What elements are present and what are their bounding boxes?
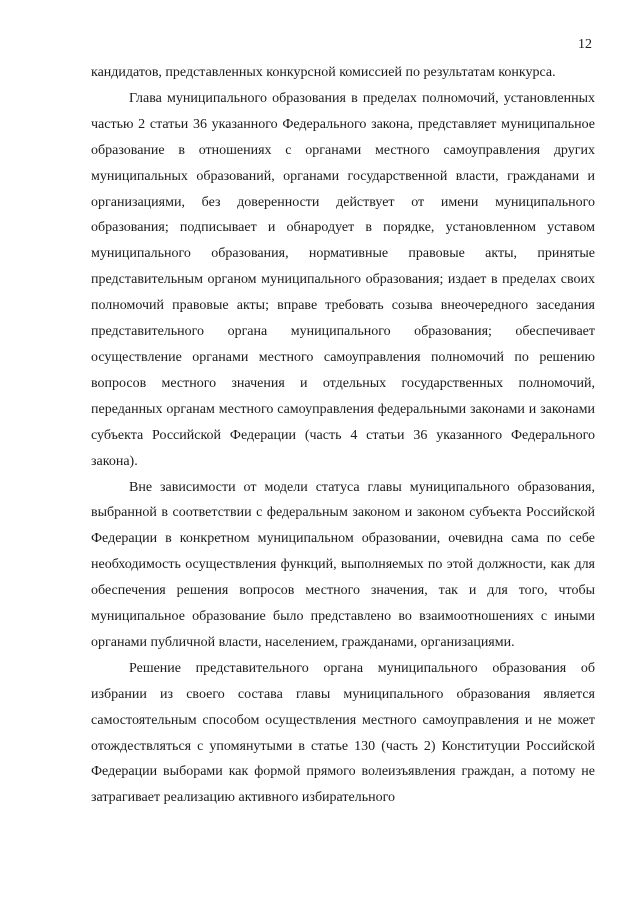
paragraph-continuation: кандидатов, представленных конкурсной комиссией по результатам конкурса. [91,65,556,80]
document-body [91,60,595,811]
paragraph-election-decision: Решение представительного органа муниципального образования об избрании из своего состава главы муниципального образования является самостоятельным способом осуществления местного самоуправления и не может отождествляться с упомянутыми в статье 130 (часть 2) Конституции Российской Федерации выборами как формой прямого волеизъявления граждан, а потому не затрагивает реализацию активного избирательного [91,660,595,806]
paragraph-status-model: Вне зависимости от модели статуса главы муниципального образования, выбранной в соответствии с федеральным законом и законом субъекта Российской Федерации в конкретном муниципальном образовании, очевидна сама по себе необходимость осуществления функций, выполняемых по этой должности, как для обеспечения решения вопросов местного значения, так и для того, чтобы муниципальное образование было представлено во взаимоотношениях с иными органами публичной власти, населением, гражданами, организациями. [91,479,595,650]
paragraph-head-powers: Глава муниципального образования в пределах полномочий, установленных частью 2 статьи 36 указанного Федерального закона, представляет муниципальное образование в отношениях с органами местного самоуправления других муниципальных образований, органами государственной власти, гражданами и организациями, без доверенности действует от имени муниципального образования; подписывает и обнародует в порядке, установленном уставом муниципального образования, нормативные правовые акты, принятые представительным органом муниципального образования; издает в пределах своих полномочий правовые акты; вправе требовать созыва внеочередного заседания представительного органа муниципального образования; обеспечивает осуществление органами местного самоуправления полномочий по решению вопросов местного значения и отдельных государственных полномочий, переданных органам местного самоуправления федеральными законами и законами субъекта Российской Федерации (часть 4 статьи 36 указанного Федерального закона). [91,90,595,469]
page-number: 12 [578,37,592,52]
